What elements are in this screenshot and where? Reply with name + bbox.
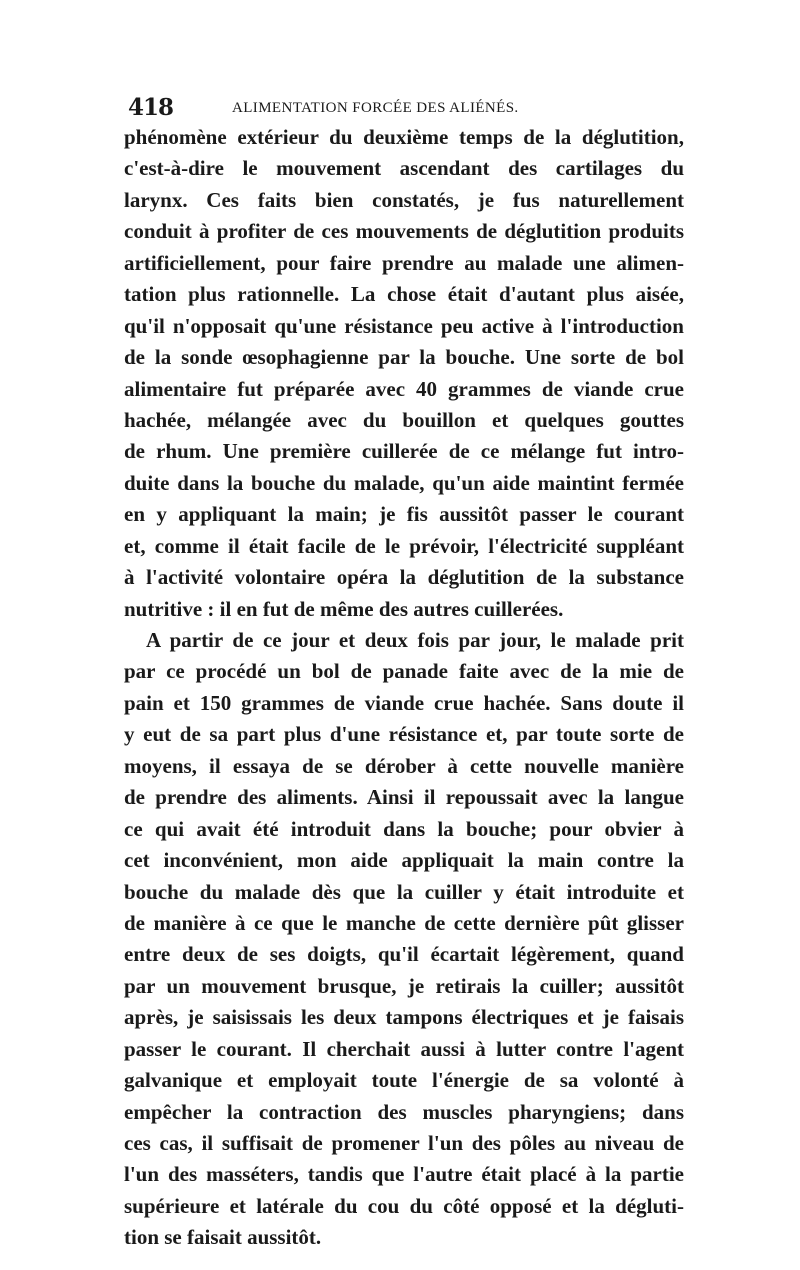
text-line: c'est-à-dire le mouvement ascendant des cartilages du (124, 156, 684, 181)
text-line: larynx. Ces faits bien constatés, je fus naturellement (124, 187, 684, 212)
text-line: par ce procédé un bol de panade faite avec de la mie de (124, 659, 684, 684)
text-line: bouche du malade dès que la cuiller y était introduite et (124, 879, 684, 904)
text-line: après, je saisissais les deux tampons électriques et je faisais (124, 1005, 684, 1030)
text-line: et, comme il était facile de le prévoir, l'électricité suppléant (124, 533, 684, 558)
running-head: ALIMENTATION FORCÉE DES ALIÉNÉS. (232, 100, 519, 116)
page-number: 418 (128, 94, 174, 121)
body-text (124, 122, 684, 1254)
text-line: supérieure et latérale du cou du côté opposé et la dégluti- (124, 1193, 684, 1218)
text-line: hachée, mélangée avec du bouillon et quelques gouttes (124, 407, 684, 432)
text-line: conduit à profiter de ces mouvements de déglutition produits (124, 219, 684, 244)
text-line: à l'activité volontaire opéra la déglutition de la substance (124, 565, 684, 590)
text-line: phénomène extérieur du deuxième temps de la déglutition, (124, 125, 684, 149)
text-line: entre deux de ses doigts, qu'il écartait légèrement, quand (124, 942, 684, 967)
text-line: de la sonde œsophagienne par la bouche. Une sorte de bol (124, 345, 684, 370)
text-line: artificiellement, pour faire prendre au malade une alimen- (124, 250, 684, 275)
text-line: duite dans la bouche du malade, qu'un aide maintint fermée (124, 470, 684, 495)
text-line: ces cas, il suffisait de promener l'un des pôles au niveau de (124, 1131, 684, 1155)
text-line: tation plus rationnelle. La chose était d'autant plus aisée, (124, 282, 684, 307)
text-line: en y appliquant la main; je fis aussitôt passer le courant (124, 502, 684, 527)
text-line: alimentaire fut préparée avec 40 grammes de viande crue (124, 376, 684, 401)
page-header (128, 94, 688, 124)
text-line: l'un des masséters, tandis que l'autre était placé à la partie (124, 1162, 684, 1187)
text-line: galvanique et employait toute l'énergie de sa volonté à (124, 1068, 684, 1093)
text-line: par un mouvement brusque, je retirais la cuiller; aussitôt (124, 973, 684, 998)
text-line: y eut de sa part plus d'une résistance et, par toute sorte de (124, 722, 684, 747)
text-line: nutritive : il en fut de même des autres cuillerées. (124, 596, 564, 621)
text-line: A partir de ce jour et deux fois par jour, le malade prit (146, 628, 684, 652)
text-line: tion se faisait aussitôt. (124, 1225, 322, 1250)
text-line: de rhum. Une première cuillerée de ce mélange fut intro- (124, 439, 684, 464)
text-line: passer le courant. Il cherchait aussi à lutter contre l'agent (124, 1036, 684, 1061)
text-line: cet inconvénient, mon aide appliquait la main contre la (124, 848, 684, 873)
text-line: de manière à ce que le manche de cette dernière pût glisser (124, 910, 684, 935)
text-line: ce qui avait été introduit dans la bouche; pour obvier à (124, 816, 684, 841)
text-line: qu'il n'opposait qu'une résistance peu active à l'introduction (124, 313, 684, 338)
text-line: pain et 150 grammes de viande crue hachée. Sans doute il (124, 690, 684, 715)
text-line: de prendre des aliments. Ainsi il repoussait avec la langue (124, 785, 684, 810)
text-line: moyens, il essaya de se dérober à cette nouvelle manière (124, 753, 684, 778)
text-line: empêcher la contraction des muscles pharyngiens; dans (124, 1099, 684, 1124)
